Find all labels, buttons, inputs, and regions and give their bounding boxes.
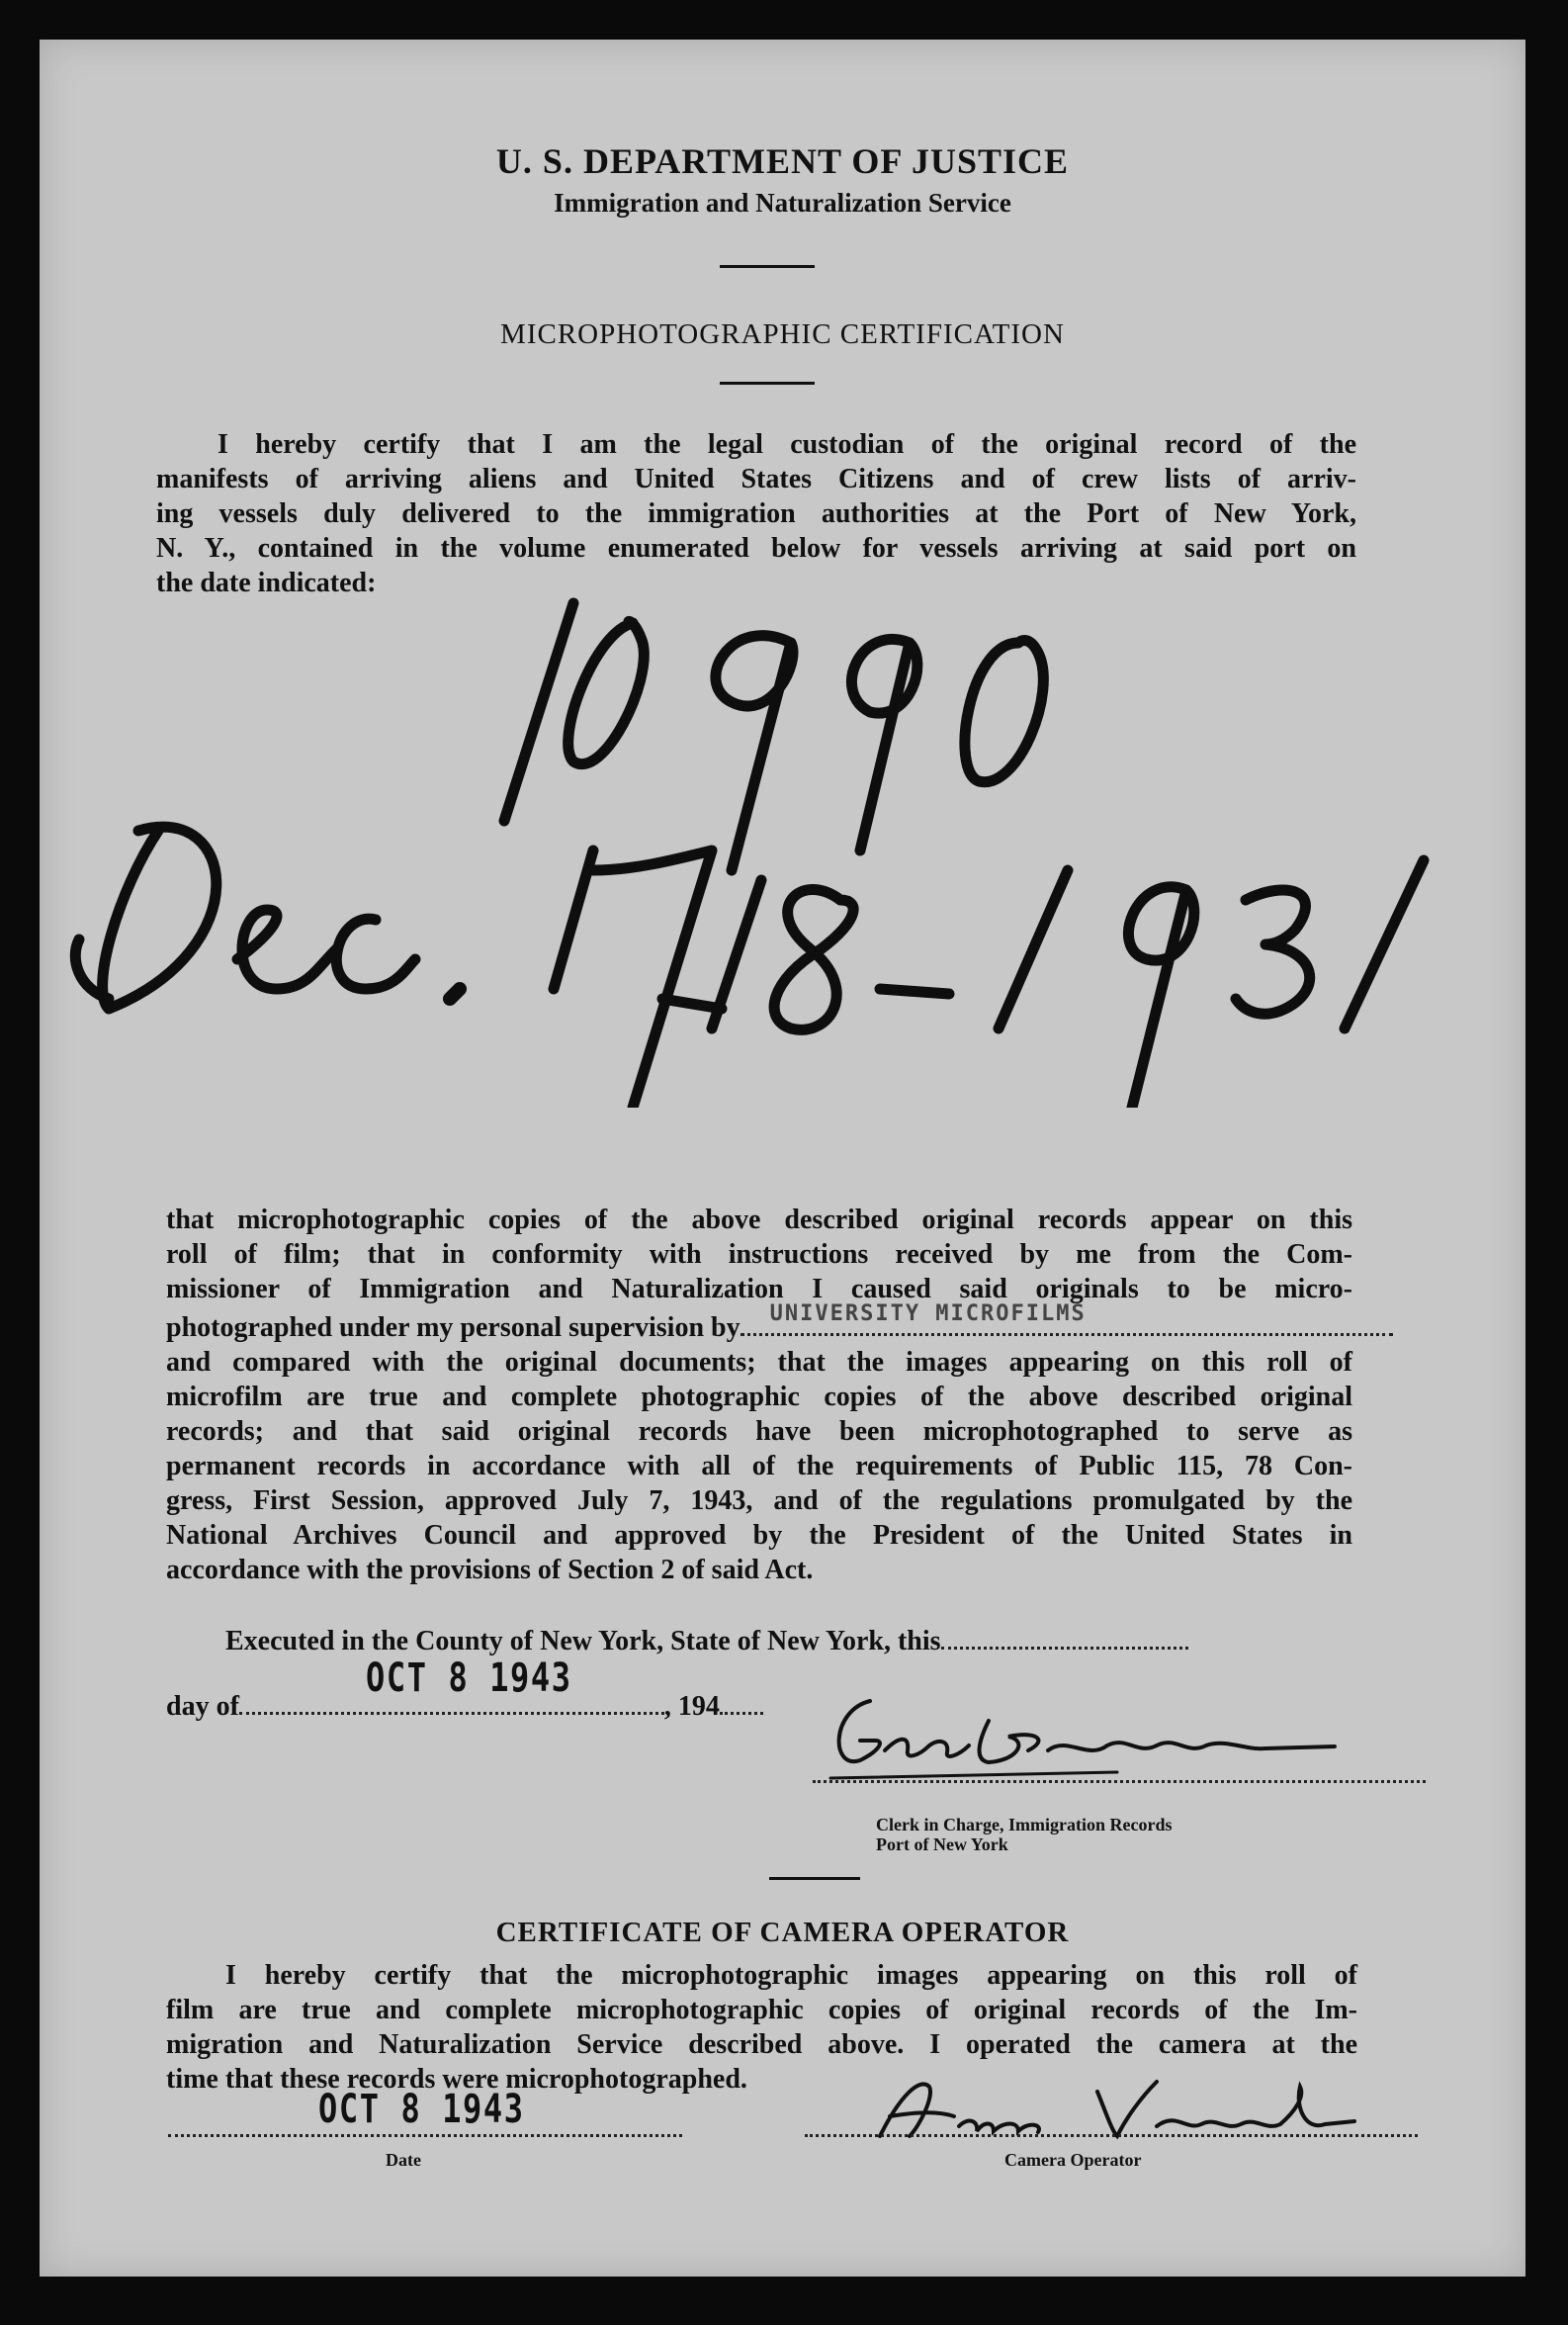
handwriting-stroke	[568, 621, 645, 763]
handwriting-stroke	[999, 870, 1068, 1028]
signature-stroke	[1048, 1743, 1335, 1750]
signature-stroke	[980, 1721, 1039, 1762]
camera-operator-label: Camera Operator	[1004, 2150, 1142, 2170]
signature-stroke	[885, 1740, 969, 1756]
service-subtitle: Immigration and Naturalization Service	[554, 188, 1011, 218]
day-of-field	[239, 1712, 664, 1715]
body-line: accordance with the provisions of Section 2 of said Act.	[166, 1555, 814, 1585]
signature-stroke	[1157, 2087, 1354, 2126]
body-line: missioner of Immigration and Naturalization I caused said originals to be micro-	[166, 1274, 1352, 1304]
divider	[769, 1877, 860, 1880]
form-title: MICROPHOTOGRAPHIC CERTIFICATION	[500, 318, 1065, 350]
body-line: permanent records in accordance with all of the requirements of Public 115, 78 Con-	[166, 1451, 1352, 1481]
intro-line: the date indicated:	[156, 568, 377, 598]
operator-signature	[860, 2067, 1374, 2156]
handwriting-stroke	[593, 850, 712, 1108]
clerk-title-line: Port of New York	[876, 1834, 1008, 1854]
stamp-date: OCT 8 1943	[366, 1655, 572, 1701]
body-paragraph	[166, 1203, 1352, 1587]
day-of-label: day of	[166, 1691, 239, 1722]
executed-text: Executed in the County of New York, State of New York, this	[225, 1626, 941, 1656]
handwriting-stroke	[965, 641, 1043, 782]
body-line: microfilm are true and complete photographic copies of the above described original	[166, 1382, 1352, 1412]
operator-signature-line	[805, 2124, 1418, 2142]
certificate-page	[40, 40, 1525, 2277]
clerk-signature-line	[813, 1770, 1426, 1788]
handwriting-stroke	[237, 910, 336, 989]
camera-operator-title: CERTIFICATE OF CAMERA OPERATOR	[495, 1917, 1070, 1948]
operator-line: migration and Naturalization Service described above. I operated the camera at the	[166, 2029, 1357, 2060]
handwritten-entry	[40, 574, 1525, 1108]
divider	[720, 265, 815, 268]
executed-day-field	[941, 1647, 1188, 1650]
handwriting-stroke	[450, 989, 460, 999]
date-field-line	[168, 2124, 682, 2142]
handwriting-stroke	[716, 636, 793, 870]
handwriting-stroke	[662, 999, 722, 1009]
clerk-title-line: Clerk in Charge, Immigration Records	[876, 1815, 1173, 1834]
intro-line: I hereby certify that I am the legal custodian of the original record of the	[218, 429, 1356, 460]
handwriting-stroke	[851, 639, 916, 850]
signature-field	[813, 1780, 1426, 1783]
handwriting-stroke	[336, 919, 415, 989]
operator-stamp-date: OCT 8 1943	[318, 2087, 525, 2132]
day-of-line	[166, 1689, 763, 1724]
supervision-field	[740, 1301, 1393, 1336]
operator-line: I hereby certify that the microphotographic images appearing on this roll of	[225, 1960, 1357, 1991]
handwriting-stroke	[103, 827, 217, 1009]
handwriting-stroke	[880, 989, 949, 994]
handwriting-stroke	[1345, 860, 1424, 1028]
operator-line: time that these records were microphotographed.	[166, 2064, 747, 2095]
handwriting-stroke	[504, 603, 573, 821]
intro-line: ing vessels duly delivered to the immigration authorities at the Port of New York,	[156, 498, 1356, 529]
intro-line: N. Y., contained in the volume enumerated below for vessels arriving at said port on	[156, 533, 1356, 564]
executed-line	[225, 1624, 1188, 1658]
handwriting-stroke	[774, 890, 853, 1030]
body-line: gress, First Session, approved July 7, 1943, and of the regulations promulgated by the	[166, 1485, 1352, 1516]
handwriting-stroke	[554, 850, 593, 989]
intro-line: manifests of arriving aliens and United States Citizens and of crew lists of arriv-	[156, 464, 1356, 494]
body-line: records; and that said original records have been microphotographed to serve as	[166, 1416, 1352, 1447]
clerk-title	[876, 1815, 1172, 1854]
body-line: roll of film; that in conformity with instructions received by me from the Com-	[166, 1239, 1352, 1270]
body-line: that microphotographic copies of the above described original records appear on this	[166, 1205, 1352, 1235]
year-prefix: , 194	[663, 1691, 720, 1722]
handwriting-stroke	[712, 880, 761, 1028]
operator-line: film are true and complete microphotographic copies of original records of the Im-	[166, 1995, 1357, 2025]
handwriting-stroke	[1127, 887, 1194, 1108]
body-line: National Archives Council and approved by the President of the United States in	[166, 1520, 1352, 1551]
signature-field	[805, 2134, 1418, 2137]
date-label: Date	[386, 2150, 421, 2170]
year-field	[720, 1712, 763, 1715]
body-line: and compared with the original documents; that the images appearing on this roll of	[166, 1347, 1352, 1378]
department-title: U. S. DEPARTMENT OF JUSTICE	[495, 141, 1070, 181]
supervision-value: UNIVERSITY MICROFILMS	[769, 1301, 1087, 1326]
date-field	[168, 2134, 682, 2137]
signature-stroke	[839, 1701, 880, 1761]
divider	[720, 382, 815, 385]
supervision-line	[166, 1301, 1352, 1345]
handwriting-stroke	[1236, 890, 1310, 1014]
supervision-label: photographed under my personal supervision by	[166, 1312, 740, 1343]
